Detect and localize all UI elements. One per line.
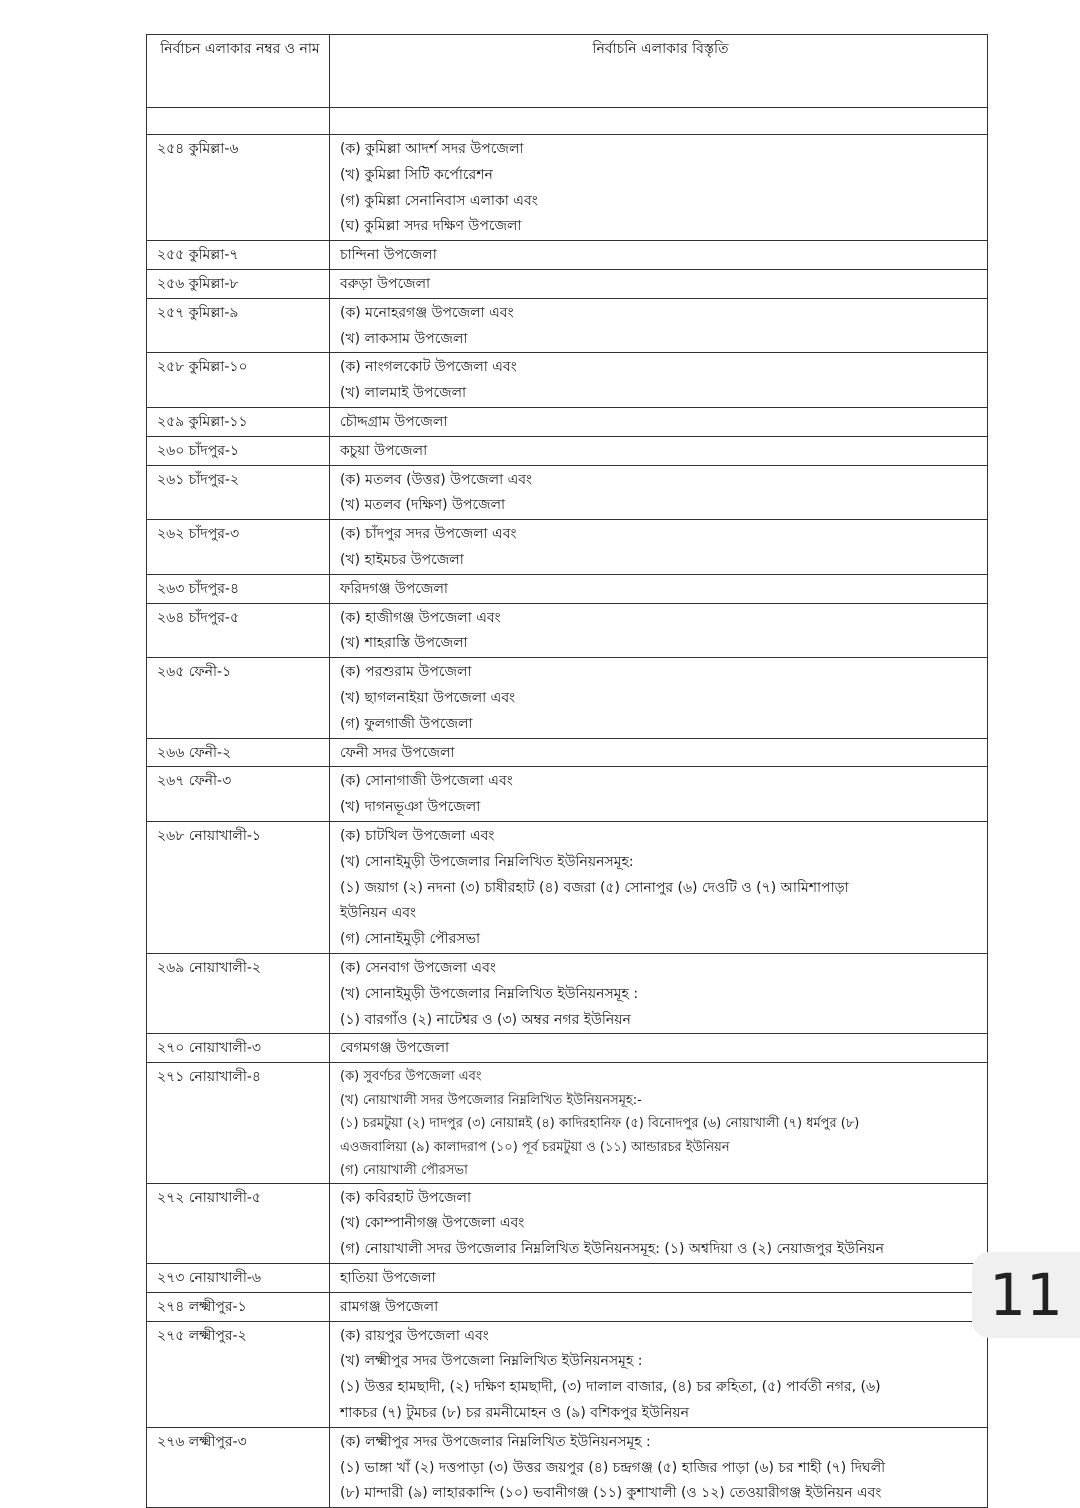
extent-line: ইউনিয়ন এবং — [340, 905, 417, 922]
extent-line: (ক) সোনাগাজী উপজেলা এবং — [340, 773, 513, 790]
extent-line: হাতিয়া উপজেলা — [340, 1269, 436, 1286]
constituency-extent — [330, 767, 988, 822]
constituency-extent — [330, 407, 988, 436]
constituency-name: ২৭৩ নোয়াখালী-৬ — [147, 1263, 330, 1292]
constituency-name: ২৬৪ চাঁদপুর-৫ — [147, 603, 330, 658]
table-header-row — [147, 35, 988, 108]
table-row — [147, 298, 988, 353]
extent-line: (গ) নোয়াখালী সদর উপজেলার নিম্নলিখিত ইউনিয়নসমূহ: (১) অশ্বদিয়া ও (২) নেয়াজপুর ইউনিয়ন — [340, 1241, 885, 1258]
extent-line: (খ) লাকসাম উপজেলা — [340, 330, 468, 347]
table-row — [147, 738, 988, 767]
extent-line: বেগমগঞ্জ উপজেলা — [340, 1040, 450, 1057]
table-row — [147, 1427, 988, 1507]
extent-line: (গ) নোয়াখালী পৌরসভা — [340, 1163, 468, 1179]
blank-cell — [330, 108, 988, 135]
table-row — [147, 1321, 988, 1427]
table-row — [147, 436, 988, 465]
extent-line: (ক) সেনবাগ উপজেলা এবং — [340, 959, 496, 976]
extent-line: ফরিদগঞ্জ উপজেলা — [340, 580, 448, 597]
extent-line: (খ) মতলব (দক্ষিণ) উপজেলা — [340, 497, 506, 514]
constituency-name: ২৬১ চাঁদপুর-২ — [147, 465, 330, 520]
constituency-extent — [330, 135, 988, 241]
header-constituency-extent: নির্বাচনি এলাকার বিস্তৃতি — [330, 35, 988, 108]
constituency-extent — [330, 658, 988, 738]
constituency-extent — [330, 1034, 988, 1063]
constituency-extent — [330, 738, 988, 767]
table-body — [147, 35, 988, 1508]
constituency-name: ২৭১ নোয়াখালী-৪ — [147, 1063, 330, 1184]
constituency-extent — [330, 436, 988, 465]
extent-line: (ক) হাজীগঞ্জ উপজেলা এবং — [340, 609, 501, 626]
extent-line: এওজবালিয়া (৯) কালাদরাপ (১০) পূর্ব চরমটুয়া ও (১১) আন্ডারচর ইউনিয়ন — [340, 1139, 730, 1155]
constituency-name: ২৫৯ কুমিল্লা-১১ — [147, 407, 330, 436]
constituency-extent — [330, 353, 988, 408]
constituency-extent — [330, 821, 988, 953]
constituency-extent — [330, 1063, 988, 1184]
constituency-extent — [330, 1427, 988, 1507]
extent-line: শাকচর (৭) টুমচর (৮) চর রমনীমোহন ও (৯) বশিকপুর ইউনিয়ন — [340, 1404, 689, 1421]
extent-line: কচুয়া উপজেলা — [340, 442, 428, 459]
extent-line: (খ) শাহরাস্তি উপজেলা — [340, 635, 468, 652]
constituency-extent — [330, 1263, 988, 1292]
header-constituency-name: নির্বাচন এলাকার নম্বর ও নাম — [147, 35, 330, 108]
constituency-name: ২৬৫ ফেনী-১ — [147, 658, 330, 738]
blank-row — [147, 108, 988, 135]
extent-line: (গ) কুমিল্লা সেনানিবাস এলাকা এবং — [340, 192, 538, 209]
constituency-name: ২৫৪ কুমিল্লা-৬ — [147, 135, 330, 241]
table-row — [147, 767, 988, 822]
extent-line: (ক) সুবর্ণচর উপজেলা এবং — [340, 1069, 482, 1085]
constituency-extent — [330, 1321, 988, 1427]
table-row — [147, 135, 988, 241]
table-row — [147, 465, 988, 520]
extent-line: রামগঞ্জ উপজেলা — [340, 1298, 439, 1315]
extent-line: (খ) কোম্পানীগঞ্জ উপজেলা এবং — [340, 1215, 525, 1232]
extent-line: (ক) কবিরহাট উপজেলা — [340, 1189, 472, 1206]
extent-line: (খ) নোয়াখালী সদর উপজেলার নিম্নলিখিত ইউনিয়নসমূহ:- — [340, 1092, 642, 1108]
extent-line: (খ) লালমাই উপজেলা — [340, 385, 467, 402]
extent-line: (ঘ) কুমিল্লা সদর দক্ষিণ উপজেলা — [340, 218, 522, 235]
table-row — [147, 407, 988, 436]
extent-line: (১) চরমটুয়া (২) দাদপুর (৩) নোয়ান্নই (৪) কাদিরহানিফ (৫) বিনোদপুর (৬) নোয়াখালী (৭) ধর্মপুর (৮) — [340, 1116, 860, 1132]
constituency-extent — [330, 269, 988, 298]
constituency-extent — [330, 574, 988, 603]
extent-line: (ক) চাঁদপুর সদর উপজেলা এবং — [340, 526, 517, 543]
table-row — [147, 1034, 988, 1063]
constituency-name: ২৬৮ নোয়াখালী-১ — [147, 821, 330, 953]
extent-line: (১) ভাঙ্গা খাঁ (২) দত্তপাড়া (৩) উত্তর জয়পুর (৪) চন্দ্রগঞ্জ (৫) হাজির পাড়া (৬) চর শাহী (৭) দিঘলী — [340, 1459, 886, 1476]
constituency-name: ২৫৬ কুমিল্লা-৮ — [147, 269, 330, 298]
extent-line: (ক) লক্ষ্মীপুর সদর উপজেলার নিম্নলিখিত ইউনিয়নসমূহ : — [340, 1433, 651, 1450]
extent-line: (ক) রায়পুর উপজেলা এবং — [340, 1327, 489, 1344]
extent-line: (১) বারগাঁও (২) নাটেশ্বর ও (৩) অম্বর নগর ইউনিয়ন — [340, 1011, 631, 1028]
constituency-name: ২৬২ চাঁদপুর-৩ — [147, 520, 330, 575]
table-row — [147, 269, 988, 298]
extent-line: (খ) কুমিল্লা সিটি কর্পোরেশন — [340, 166, 493, 183]
extent-line: (গ) ফুলগাজী উপজেলা — [340, 715, 473, 732]
extent-line: (৮) মান্দারী (৯) লাহারকান্দি (১০) ভবানীগঞ্জ (১১) কুশাখালী (ও ১২) তেওয়ারীগঞ্জ ইউনিয়ন এবং — [340, 1485, 882, 1502]
constituency-name: ২৭৫ লক্ষ্মীপুর-২ — [147, 1321, 330, 1427]
constituency-extent — [330, 1292, 988, 1321]
table-row — [147, 603, 988, 658]
constituency-name: ২৬৬ ফেনী-২ — [147, 738, 330, 767]
extent-line: চৌদ্দগ্রাম উপজেলা — [340, 413, 448, 430]
constituency-extent — [330, 1183, 988, 1263]
constituency-extent — [330, 603, 988, 658]
constituency-name: ২৭৪ লক্ষ্মীপুর-১ — [147, 1292, 330, 1321]
table-row — [147, 241, 988, 270]
extent-line: (খ) লক্ষ্মীপুর সদর উপজেলা নিম্নলিখিত ইউনিয়নসমূহ : — [340, 1353, 643, 1370]
table-row — [147, 953, 988, 1033]
constituency-name: ২৫৭ কুমিল্লা-৯ — [147, 298, 330, 353]
table-row — [147, 520, 988, 575]
constituency-name: ২৬৩ চাঁদপুর-৪ — [147, 574, 330, 603]
extent-line: (গ) সোনাইমুড়ী পৌরসভা — [340, 931, 481, 948]
extent-line: (ক) কুমিল্লা আদর্শ সদর উপজেলা — [340, 141, 524, 157]
blank-cell — [147, 108, 330, 135]
constituency-extent — [330, 465, 988, 520]
constituency-name: ২৬০ চাঁদপুর-১ — [147, 436, 330, 465]
table-row — [147, 1183, 988, 1263]
extent-line: (খ) সোনাইমুড়ী উপজেলার নিম্নলিখিত ইউনিয়নসমূহ : — [340, 985, 639, 1002]
table-row — [147, 353, 988, 408]
extent-line: (খ) হাইমচর উপজেলা — [340, 551, 464, 568]
table-row — [147, 1063, 988, 1184]
constituency-name: ২৭০ নোয়াখালী-৩ — [147, 1034, 330, 1063]
extent-line: (ক) পরশুরাম উপজেলা — [340, 664, 472, 681]
table-row — [147, 574, 988, 603]
constituency-name: ২৫৫ কুমিল্লা-৭ — [147, 241, 330, 270]
extent-line: (১) জয়াগ (২) নদনা (৩) চাষীরহাট (৪) বজরা (৫) সোনাপুর (৬) দেওটি ও (৭) আমিশাপাড়া — [340, 879, 849, 896]
extent-line: (ক) নাংগলকোট উপজেলা এবং — [340, 359, 517, 376]
extent-line: (ক) মনোহরগঞ্জ উপজেলা এবং — [340, 304, 514, 321]
constituency-name: ২৭৬ লক্ষ্মীপুর-৩ — [147, 1427, 330, 1507]
extent-line: (ক) মতলব (উত্তর) উপজেলা এবং — [340, 471, 533, 488]
extent-line: ফেনী সদর উপজেলা — [340, 744, 455, 761]
constituency-extent — [330, 298, 988, 353]
table-row — [147, 658, 988, 738]
constituency-extent — [330, 241, 988, 270]
extent-line: (খ) ছাগলনাইয়া উপজেলা এবং — [340, 689, 516, 706]
constituency-name: ২৭২ নোয়াখালী-৫ — [147, 1183, 330, 1263]
constituency-name: ২৬৯ নোয়াখালী-২ — [147, 953, 330, 1033]
extent-line: চান্দিনা উপজেলা — [340, 247, 437, 264]
constituency-name: ২৬৭ ফেনী-৩ — [147, 767, 330, 822]
constituency-table — [146, 34, 988, 1508]
extent-line: বরুড়া উপজেলা — [340, 275, 431, 292]
constituency-name: ২৫৮ কুমিল্লা-১০ — [147, 353, 330, 408]
extent-line: (খ) দাগনভূঞা উপজেলা — [340, 799, 481, 816]
table-row — [147, 1292, 988, 1321]
constituency-extent — [330, 953, 988, 1033]
extent-line: (খ) সোনাইমুড়ী উপজেলার নিম্নলিখিত ইউনিয়নসমূহ: — [340, 853, 634, 870]
extent-line: (ক) চাটখিল উপজেলা এবং — [340, 827, 495, 844]
page-number-badge: 11 — [972, 1252, 1080, 1338]
extent-line: (১) উত্তর হামছাদী, (২) দক্ষিণ হামছাদী, (৩) দালাল বাজার, (৪) চর রুহিতা, (৫) পার্বতী নগর, (৬) — [340, 1379, 881, 1396]
table-row — [147, 1263, 988, 1292]
constituency-extent — [330, 520, 988, 575]
table-row — [147, 821, 988, 953]
